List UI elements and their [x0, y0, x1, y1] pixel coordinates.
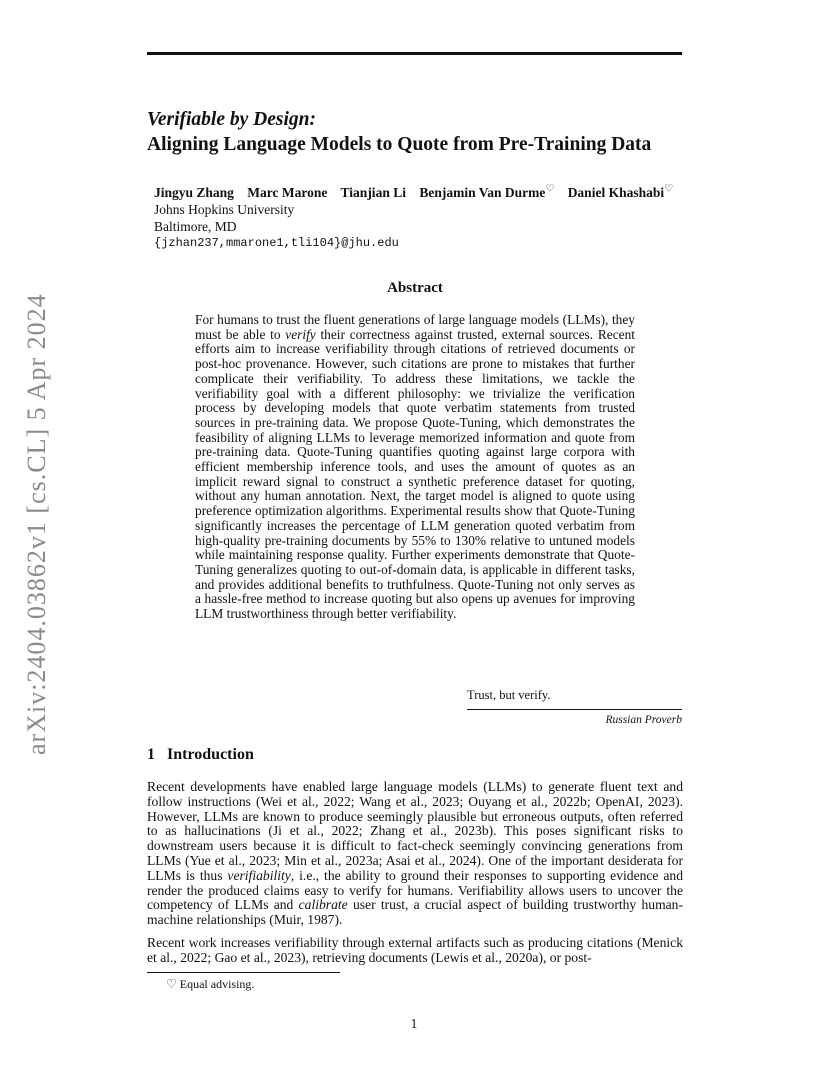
- abstract-heading: Abstract: [387, 280, 443, 296]
- paragraph: Recent developments have enabled large language models (LLMs) to generate fluent text and follow instructions (Wei et al., 2022; Wang et al., 2023; Ouyang et al., 2022b; OpenAI, 2023). However, LLMs are known to produce seemingly plausible but erroneous outputs, often referred to as hallucinations (Ji et al., 2022; Zhang et al., 2023b). This poses significant risks to downstream users because it is difficult to fact-check seemingly convincing generations from LLMs (Yue et al., 2023; Min et al., 2023a; Asai et al., 2024). One of the important desiderata for LLMs is thus verifiability, i.e., the ability to ground their responses to supporting evidence and render the produced claims easy to verify for humans. Verifiability allows users to uncover the competency of LLMs and calibrate user trust, a crucial aspect of building trustworthy human-machine relationships (Muir, 1987).: [147, 779, 684, 928]
- epigraph-text: Trust, but verify.: [467, 688, 551, 702]
- footnote: ♡ Equal advising.: [166, 977, 255, 991]
- epigraph-source: Russian Proverb: [605, 714, 682, 726]
- epigraph: [467, 688, 682, 726]
- author-email: {jzhan237,mmarone1,tli104}@jhu.edu: [154, 235, 399, 250]
- title-line-1: Verifiable by Design:: [147, 109, 316, 130]
- equal-advising-mark: ♡: [664, 183, 674, 194]
- equal-advising-mark: ♡: [545, 183, 555, 194]
- location: Baltimore, MD: [154, 218, 237, 234]
- page-number: 1: [410, 1016, 418, 1031]
- title-line-2: Aligning Language Models to Quote from Pre-Training Data: [147, 134, 652, 155]
- section-title: Introduction: [167, 746, 254, 763]
- author-block: [154, 180, 714, 252]
- body-text: [147, 780, 683, 974]
- top-rule: [147, 52, 682, 55]
- author-name: Marc Marone: [247, 184, 328, 200]
- footnote-rule: [147, 972, 340, 973]
- author-name: Benjamin Van Durme♡: [419, 183, 555, 200]
- section-number: 1: [147, 746, 155, 763]
- arxiv-identifier: arXiv:2404.03862v1 [cs.CL] 5 Apr 2024: [22, 293, 51, 755]
- section-heading: [147, 746, 254, 764]
- author-name: Tianjian Li: [340, 184, 406, 200]
- author-name: Jingyu Zhang: [154, 184, 234, 200]
- emphasis: verify: [285, 326, 316, 342]
- author-name: Daniel Khashabi♡: [567, 183, 674, 200]
- affiliation: Johns Hopkins University: [154, 201, 295, 217]
- epigraph-rule: [467, 709, 682, 710]
- paper-title: [147, 107, 687, 157]
- author-names: [154, 180, 714, 201]
- paragraph: Recent work increases verifiability through external artifacts such as producing citations (Menick et al., 2022; Gao et al., 2023), retrieving documents (Lewis et al., 2020a), or post-: [147, 934, 683, 965]
- abstract-text: For humans to trust the fluent generations of large language models (LLMs), they must be able to verify their correctness against trusted, external sources. Recent efforts aim to increase verifiability through citations of retrieved documents or post-hoc provenance. However, such citations are prone to mistakes that further complicate their verifiability. To address these limitations, we tackle the verifiability goal with a different philosophy: we trivialize the verification process by developing models that quote verbatim statements from trusted sources in pre-training data. We propose Quote-Tuning, which demonstrates the feasibility of aligning LLMs to leverage memorized information and quote from pre-training data. Quote-Tuning quantifies quoting against large corpora with efficient membership inference tools, and uses the amount of quotes as an implicit reward signal to construct a synthetic preference dataset for quoting, without any human annotation. Next, the target model is aligned to quote using preference optimization algorithms. Experimental results show that Quote-Tuning significantly increases the percentage of LLM generation quoted verbatim from high-quality pre-training documents by 55% to 130% relative to untuned models while maintaining response quality. Further experiments demonstrate that Quote-Tuning generalizes quoting to out-of-domain data, is applicable in different tasks, and provides additional benefits to truthfulness. Quote-Tuning not only serves as a hassle-free method to increase quoting but also opens up avenues for improving LLM trustworthiness through better verifiability.: [195, 312, 635, 622]
